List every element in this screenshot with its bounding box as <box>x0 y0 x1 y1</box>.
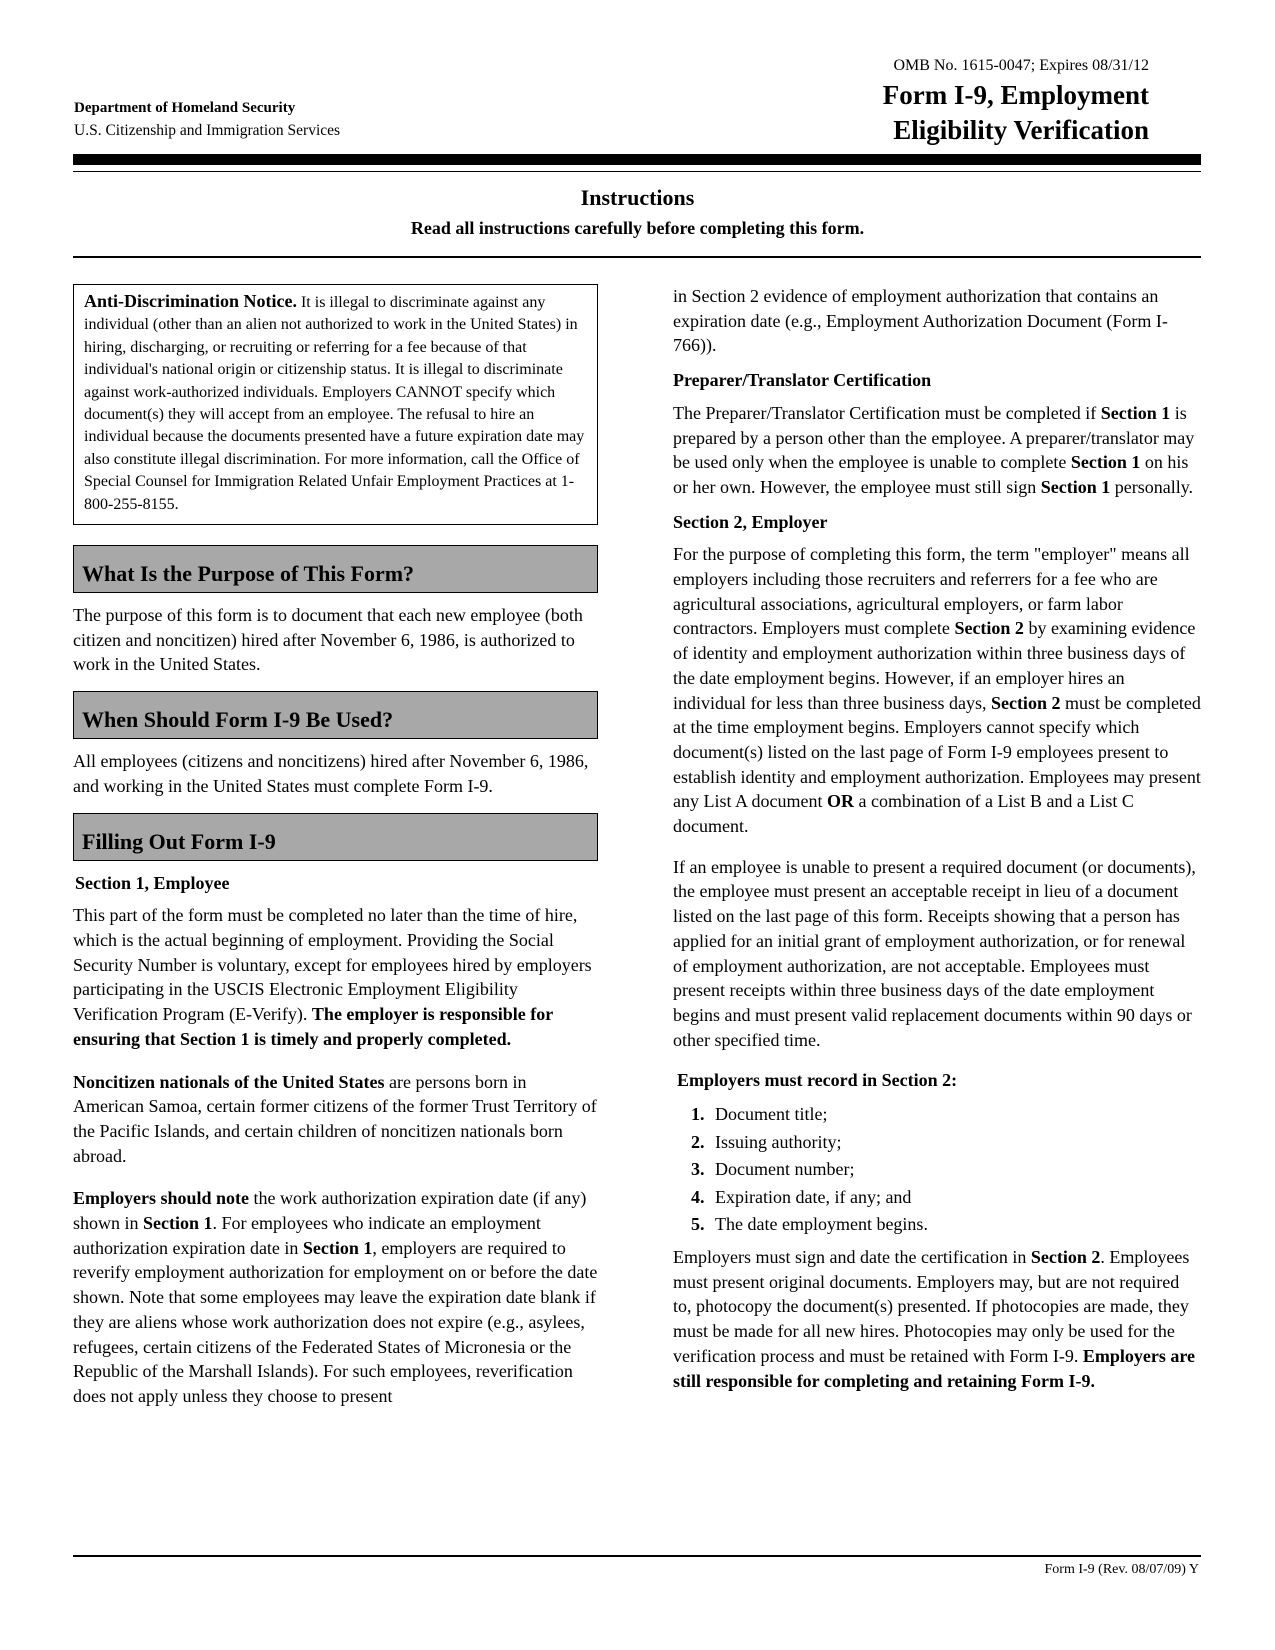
footer-rule <box>73 1555 1201 1557</box>
section1-paragraph <box>73 903 598 1051</box>
continued-paragraph: in Section 2 evidence of employment authorization that contains an expiration date (e.g., Employment Authorization Document (Form I-766)). <box>673 286 1168 356</box>
section1-ref: Section 1 <box>143 1213 213 1234</box>
purpose-heading: What Is the Purpose of This Form? <box>73 545 598 593</box>
preparer-text-3: on his or her own. However, the employee must still sign <box>673 452 1189 497</box>
noncitizen-paragraph <box>73 1070 598 1169</box>
section2-text-1c: must be completed at the time employment begins. Employers cannot specify which document(s) listed on the last page of Form I-9 employees present to establish identity and employment authorization. Employees may present any List A document <box>673 692 1201 812</box>
section2-text-1d: a combination of a List B and a List C document. <box>673 791 1134 837</box>
section2-ref: Section 2 <box>990 692 1061 713</box>
agency-name: U.S. Citizenship and Immigration Services <box>74 122 341 139</box>
section2-paragraph-2: If an employee is unable to present a required document (or documents), the employee must present an acceptable receipt in lieu of a document listed on the last page of this form. Receipts showing that a person has applied for an initial grant of employment authorization, or for renewal of employment authorization, are not acceptable. Employees must present receipts within three business days of the date employment begins and must present valid replacement documents within 90 days or other specified time. <box>673 856 1196 1050</box>
or-emphasis: OR <box>826 791 854 812</box>
section2-responsibility: Employers are still responsible for completing and retaining Form I-9. <box>673 1345 1196 1391</box>
section1-ref: Section 1 <box>302 1237 373 1258</box>
section2-ref: Section 2 <box>954 618 1024 639</box>
record-list-item: 3. Document number; <box>709 1156 1201 1184</box>
preparer-heading: Preparer/Translator Certification <box>673 370 932 391</box>
employers-note-text-1: the work authorization expiration date (if any) shown in <box>73 1188 587 1234</box>
section2-text-1a: For the purpose of completing this form, the term "employer" means all employers including those recruiters and referrers for a fee who are agricultural associations, agricultural employers, or farm labor contractors. Employers must complete <box>673 544 1190 639</box>
section1-body: This part of the form must be completed no later than the time of hire, which is the actual beginning of employment. Providing the Social Security Number is voluntary, except for employees hired by employers participating in the USCIS Electronic Employment Eligibility Verification Program (E-Verify). <box>73 905 592 1025</box>
omb-number: OMB No. 1615-0047; Expires 08/31/12 <box>893 57 1149 74</box>
section-divider <box>73 256 1201 258</box>
preparer-text-4: personally. <box>1114 476 1194 497</box>
section1-ref: Section 1 <box>1100 402 1171 423</box>
section2-paragraph-3 <box>673 1245 1201 1393</box>
when-body: All employees (citizens and noncitizens) hired after November 6, 1986, and working in the United States must complete Form I-9. <box>73 751 589 796</box>
instructions-title: Instructions <box>580 185 695 210</box>
section2-heading: Section 2, Employer <box>673 511 828 532</box>
section2-text-3a: Employers must sign and date the certification in <box>673 1247 1027 1268</box>
section1-responsibility: The employer is responsible for ensuring that Section 1 is timely and properly completed. <box>73 1004 553 1049</box>
noncitizen-term: Noncitizen nationals of the United States <box>73 1071 385 1092</box>
header-thick-rule <box>73 154 1201 165</box>
section1-ref: Section 1 <box>1040 476 1111 497</box>
preparer-text-1: The Preparer/Translator Certification must be completed if <box>673 402 1097 423</box>
employers-note-term: Employers should note <box>73 1188 250 1209</box>
instructions-subtitle: Read all instructions carefully before completing this form. <box>410 218 865 238</box>
form-title-line2: Eligibility Verification <box>893 115 1149 145</box>
purpose-body: The purpose of this form is to document that each new employee (both citizen and noncitizen) hired after November 6, 1986, is authorized to work in the United States. <box>73 605 583 675</box>
record-list-item: 1. Document title; <box>709 1101 1201 1129</box>
form-revision: Form I-9 (Rev. 08/07/09) Y <box>1044 1562 1199 1577</box>
header-thin-rule <box>73 171 1201 172</box>
filling-heading: Filling Out Form I-9 <box>73 813 598 861</box>
section2-text-3b: . Employees must present original documents. Employers may, but are not required to, photocopy the document(s) presented. If photocopies are made, they must be made for all new hires. Photocopies may only be used for the verification process and must be retained with Form I-9. <box>673 1247 1190 1366</box>
employers-note-text-2: . For employees who indicate an employment authorization expiration date in <box>73 1213 541 1258</box>
record-list-item: 5. The date employment begins. <box>709 1211 1201 1239</box>
notice-body: It is illegal to discriminate against any individual (other than an alien not authorized to work in the United States) in hiring, discharging, or recruiting or referring for a fee because of that individual's national origin or citizenship status. It is illegal to discriminate against work-authorized individuals. Employers CANNOT specify which document(s) they will accept from an employee. The refusal to hire an individual because the documents presented have a future expiration date may also constitute illegal discrimination. For more information, call the Office of Special Counsel for Immigration Related Unfair Employment Practices at 1-800-255-8155. <box>84 294 585 513</box>
left-column <box>73 284 598 1409</box>
employers-note-paragraph <box>73 1186 598 1408</box>
noncitizen-body: are persons born in American Samoa, certain former citizens of the former Trust Territory of the Pacific Islands, and certain children of noncitizen nationals born abroad. <box>73 1071 597 1166</box>
section1-heading: Section 1, Employee <box>75 872 230 893</box>
form-title <box>883 78 1149 148</box>
section2-ref: Section 2 <box>1030 1247 1101 1268</box>
section2-paragraph-1 <box>673 542 1201 838</box>
notice-title: Anti-Discrimination Notice. <box>84 291 297 311</box>
record-list-item: 2. Issuing authority; <box>709 1129 1201 1157</box>
preparer-text-2: is prepared by a person other than the employee. A preparer/translator may be used only when the employee is unable to complete <box>673 402 1195 473</box>
preparer-paragraph <box>673 401 1201 500</box>
right-column <box>673 284 1201 1393</box>
section2-text-1b: by examining evidence of identity and employment authorization within three business days of the date employment begins. However, if an employer hires an individual for less than three business days, <box>673 618 1196 713</box>
department-name: Department of Homeland Security <box>74 100 296 116</box>
when-heading: When Should Form I-9 Be Used? <box>73 691 598 739</box>
employers-note-text-3: , employers are required to reverify employment authorization for employment on or before the date shown. Note that some employees may leave the expiration date blank if they are aliens whose work authorization does not expire (e.g., asylees, refugees, certain citizens of the Federated States of Micronesia or the Republic of the Marshall Islands). For such employees, reverification does not apply unless they choose to present <box>73 1237 598 1406</box>
record-heading: Employers must record in Section 2: <box>677 1070 958 1091</box>
record-list <box>673 1101 1201 1239</box>
record-list-item: 4. Expiration date, if any; and <box>709 1184 1201 1212</box>
section1-ref: Section 1 <box>1070 452 1141 473</box>
form-title-line1: Form I-9, Employment <box>882 80 1149 110</box>
anti-discrimination-notice <box>73 284 598 525</box>
